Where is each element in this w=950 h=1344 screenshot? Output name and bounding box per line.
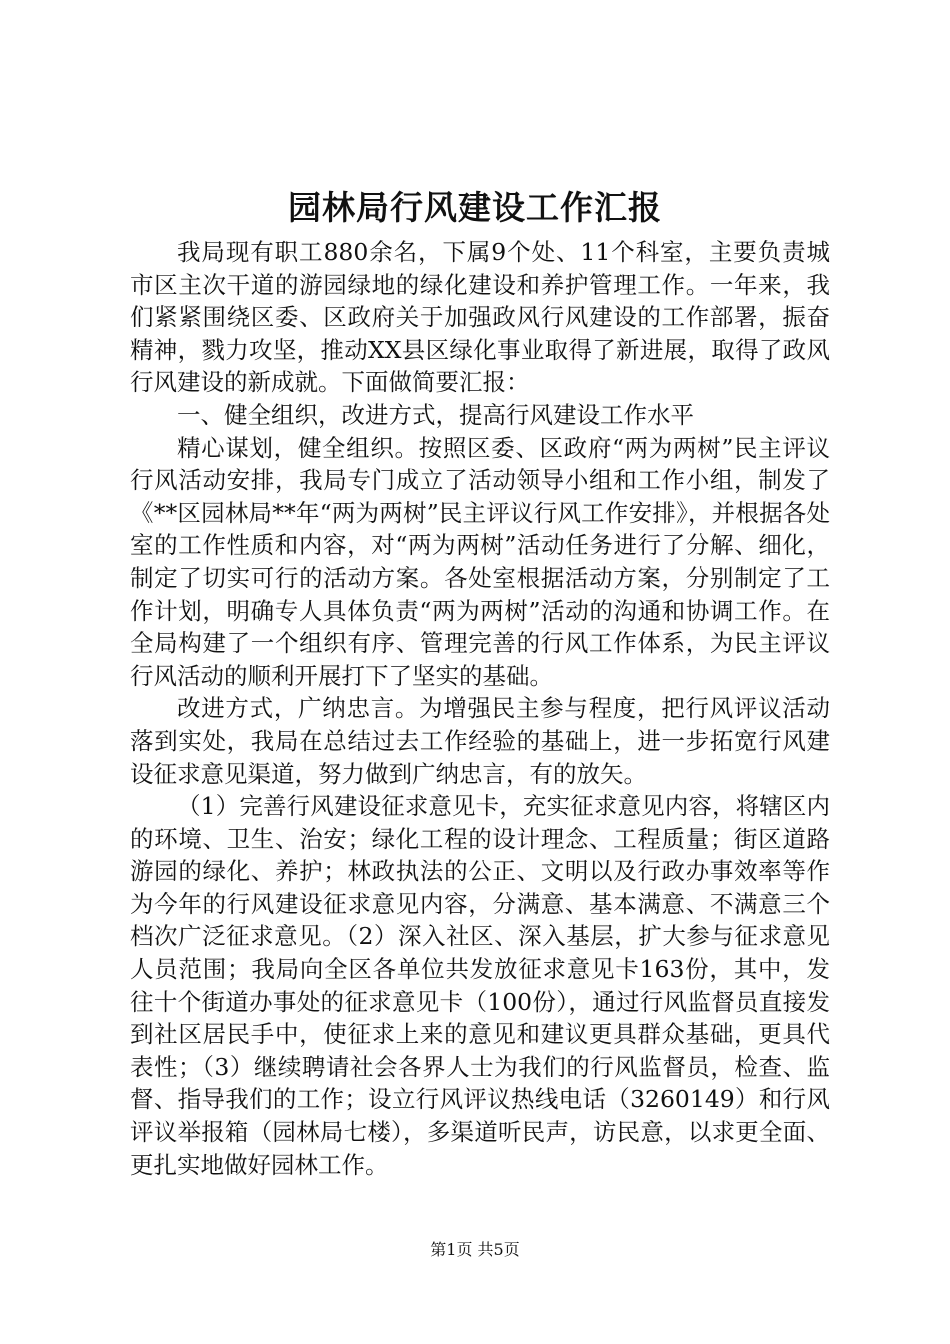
paragraph-measures: （1）完善行风建设征求意见卡，充实征求意见内容，将辖区内的环境、卫生、治安；绿化工程的设计理念、工程质量；街区道路游园的绿化、养护；林政执法的公正、文明以及行政办事效率等作为今年的行风建设征求意见内容，分满意、基本满意、不满意三个档次广泛征求意见。（2）深入社区、深入基层，扩大参与征求意见人员范围；我局向全区各单位共发放征求意见卡163份，其中，发往十个街道办事处的征求意见卡（100份），通过行风监督员直接发到社区居民手中，使征求上来的意见和建议更具群众基础，更具代表性；（3）继续聘请社会各界人士为我们的行风监督员，检查、监督、指导我们的工作；设立行风评议热线电话（3260149）和行风评议举报箱（园林局七楼），多渠道听民声，访民意，以求更全面、更扎实地做好园林工作。 <box>130 792 830 1179</box>
document-title: 园林局行风建设工作汇报 <box>288 188 662 227</box>
section-heading-1: 一、健全组织，改进方式，提高行风建设工作水平 <box>177 400 694 429</box>
paragraph-methods: 改进方式，广纳忠言。为增强民主参与程度，把行风评议活动落到实处，我局在总结过去工作经验的基础上，进一步拓宽行风建设征求意见渠道，努力做到广纳忠言，有的放矢。 <box>130 694 830 788</box>
document-body <box>130 236 830 1181</box>
page-footer: 第1页 共5页 <box>430 1240 520 1259</box>
paragraph-organization: 精心谋划，健全组织。按照区委、区政府“两为两树”民主评议行风活动安排，我局专门成立了活动领导小组和工作小组，制发了《**区园林局**年“两为两树”民主评议行风工作安排》，并根据各处室的工作性质和内容，对“两为两树”活动任务进行了分解、细化，制定了切实可行的活动方案。各处室根据活动方案，分别制定了工作计划，明确专人具体负责“两为两树”活动的沟通和协调工作。在全局构建了一个组织有序、管理完善的行风工作体系，为民主评议行风活动的顺利开展打下了坚实的基础。 <box>130 433 830 690</box>
paragraph-intro: 我局现有职工880余名，下属9个处、11个科室，主要负责城市区主次干道的游园绿地的绿化建设和养护管理工作。一年来，我们紧紧围绕区委、区政府关于加强政风行风建设的工作部署，振奋精神，戮力攻坚，推动XX县区绿化事业取得了新进展，取得了政风行风建设的新成就。下面做简要汇报： <box>130 238 830 397</box>
